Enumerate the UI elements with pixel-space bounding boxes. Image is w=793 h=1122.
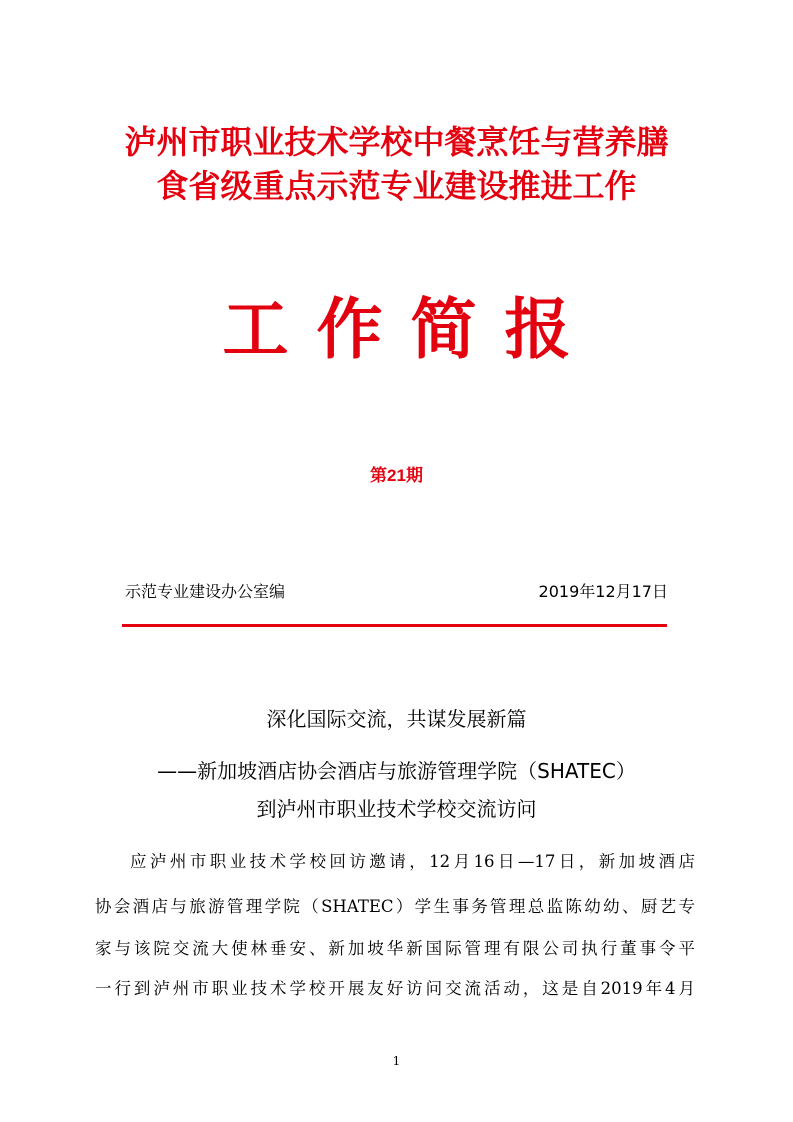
bulletin-title: 工作简报 xyxy=(222,291,599,368)
body-text-line: 协会酒店与旅游管理学院（SHATEC）学生事务管理总监陈幼幼、厨艺专 xyxy=(95,897,695,916)
article-subtitle-line-2: 到泸州市职业技术学校交流访问 xyxy=(256,797,537,821)
article-subtitle-line-1: ——新加坡酒店协会酒店与旅游管理学院（SHATEC） xyxy=(157,759,636,783)
body-text-line: 应泸州市职业技术学校回访邀请，12月16日—17日，新加坡酒店 xyxy=(130,852,695,871)
body-text-line: 家与该院交流大使林垂安、新加坡华新国际管理有限公司执行董事令平 xyxy=(95,939,695,958)
publish-date: 2019年12月17日 xyxy=(538,582,668,601)
editor-office: 示范专业建设办公室编 xyxy=(125,582,286,601)
header-title-line-2: 食省级重点示范专业建设推进工作 xyxy=(156,167,637,205)
header-title-line-1: 泸州市职业技术学校中餐烹饪与营养膳 xyxy=(124,123,669,161)
red-divider xyxy=(122,624,667,627)
issue-number: 第21期 xyxy=(370,466,423,485)
page-number: 1 xyxy=(392,1054,401,1068)
article-title: 深化国际交流，共谋发展新篇 xyxy=(266,707,527,731)
body-text-line: 一行到泸州市职业技术学校开展友好访问交流活动，这是自2019年4月 xyxy=(95,979,695,998)
